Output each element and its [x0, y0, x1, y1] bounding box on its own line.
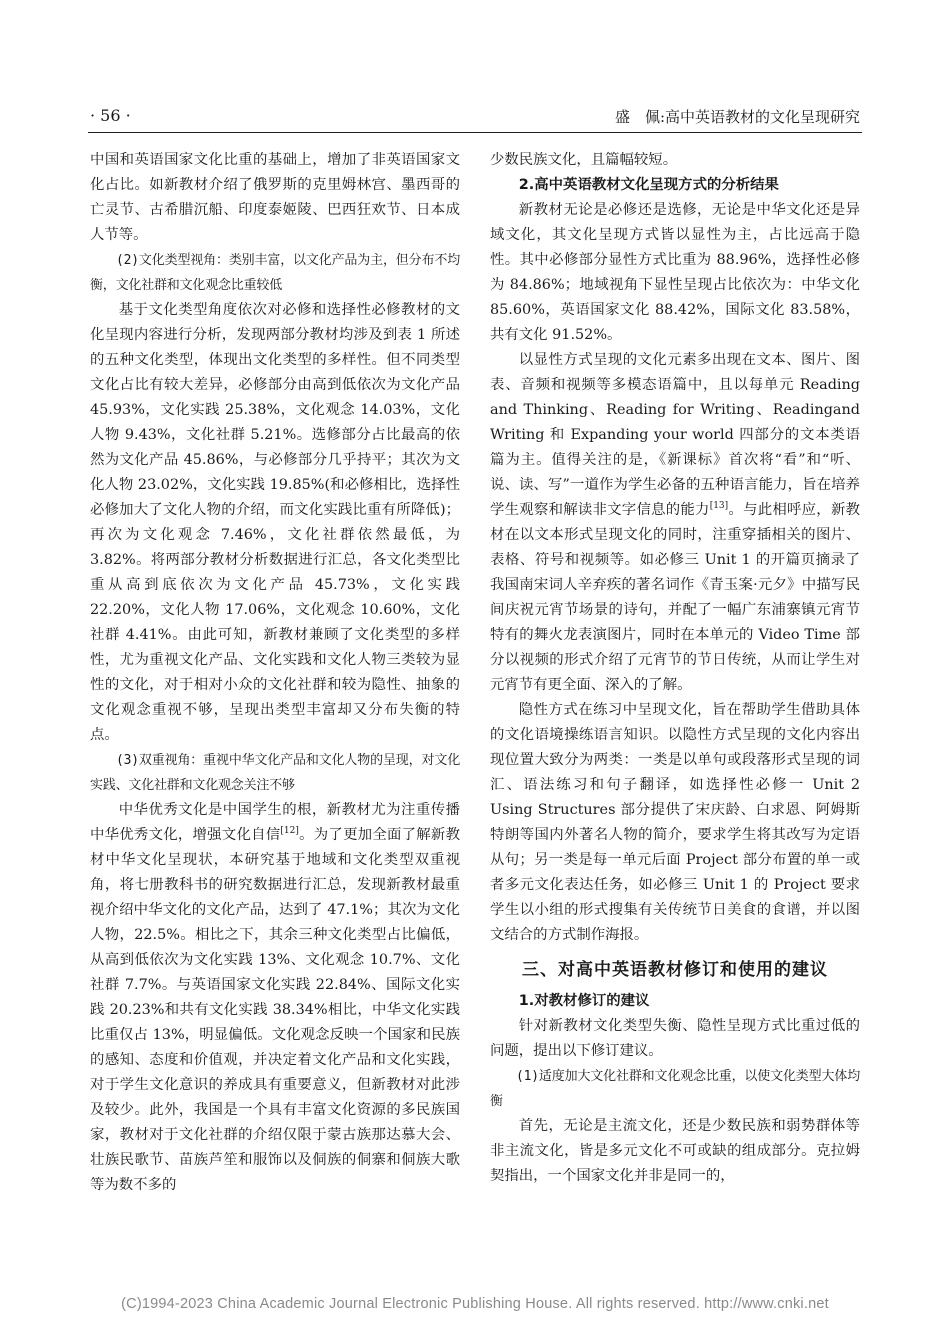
paragraph: 新教材无论是必修还是选修，无论是中华文化还是异域文化，其文化呈现方式皆以显性为主，占比远高于隐性。其中必修部分显性方式比重为 88.96%，选择性必修为 84.86%；地域视角下显性呈现占比依次为：中华文化 85.60%，英语国家文化 88.42%，国际文化 83.58%，共有文化 91.52%。 — [490, 202, 860, 343]
section-heading: 1.对教材修订的建议 — [518, 993, 650, 1009]
copyright-footer: (C)1994-2023 China Academic Journal Electronic Publishing House. All rights reserved. http://www.cnki.net — [121, 1296, 829, 1312]
paragraph: 基于文化类型角度依次对必修和选择性必修教材的文化呈现内容进行分析，发现两部分教材均涉及到表 1 所述的五种文化类型，体现出文化类型的多样性。但不同类型文化占比有较大差异，必修部分由高到低依次为文化产品 45.93%，文化实践 25.38%，文化观念 14.03%，文化人物 9.43%，文化社群 5.21%。选修部分占比最高的依然为文化产品 45.86%，与必修部分几乎持平；其次为文化人物 23.02%，文化实践 19.85%(和必修相比，选择性必修加大了文化人物的介绍，而文化实践比重有所降低)；再次为文化观念 7.46%，文化社群依然最低，为 3.82%。将两部分教材分析数据进行汇总，各文化类型比重从高到底依次为文化产品 45.73%，文化实践 22.20%，文化人物 17.06%，文化观念 10.60%，文化社群 4.41%。由此可知，新教材兼顾了文化类型的多样性，尤为重视文化产品、文化实践和文化人物三类较为显性的文化，对于相对小众的文化社群和较为隐性、抽象的文化观念重视不够，呈现出类型丰富却又分布失衡的特点。 — [90, 302, 460, 743]
subsection-heading: (2)文化类型视角：类别丰富，以文化产品为主，但分布不均衡，文化社群和文化观念比重较低 — [90, 253, 460, 293]
paragraph-text: 以显性方式呈现的文化元素多出现在文本、图片、图表、音频和视频等多模态语篇中，且以每单元 Reading and Thinking、Reading for Writing、Readingand Writing 和 Expanding your world 四部分的文本类语篇为主。值得关注的是，《新课标》首次将“看”和“听、说、读、写”一道作为学生必备的五种语言能力，旨在培养学生观察和解读非文字信息的能力 — [490, 352, 860, 518]
subsection-heading: (3)双重视角：重视中华文化产品和文化人物的呈现，对文化实践、文化社群和文化观念关注不够 — [90, 753, 460, 793]
right-column — [490, 148, 860, 1189]
running-title: 盛 佩:高中英语教材的文化呈现研究 — [614, 108, 860, 126]
citation: [13] — [709, 501, 729, 512]
paragraph: 中国和英语国家文化比重的基础上，增加了非英语国家文化占比。如新教材介绍了俄罗斯的克里姆林宫、墨西哥的亡灵节、古希腊沉船、印度泰姬陵、巴西狂欢节、日本成人节等。 — [90, 152, 460, 243]
paragraph: 针对新教材文化类型失衡、隐性呈现方式比重过低的问题，提出以下修订建议。 — [490, 1018, 860, 1059]
section-heading: 2.高中英语教材文化呈现方式的分析结果 — [518, 177, 779, 193]
paragraph-text: 。为了更加全面了解新教材中华文化呈现状，本研究基于地域和文化类型双重视角，将七册教科书的研究数据进行汇总，发现新教材最重视介绍中华文化的文化产品，达到了 47.1%；其次为文化人物，22.5%。相比之下，其余三种文化类型占比偏低，从高到低依次为文化实践 13%、文化观念 10.7%、文化社群 7.7%。与英语国家文化实践 22.84%、国际文化实践 20.23%和共有文化实践 38.34%相比，中华文化实践比重仅占 13%，明显偏低。文化观念反映一个国家和民族的感知、态度和价值观，并决定着文化产品和文化实践，对于学生文化意识的养成具有重要意义，但新教材对此涉及较少。此外，我国是一个具有丰富文化资源的多民族国家，教材对于文化社群的介绍仅限于蒙古族那达慕大会、壮族民歌节、苗族芦笙和服饰以及侗族的侗寨和侗族大歌等为数不多的 — [90, 827, 460, 1193]
paragraph-text: 中华优秀文化是中国学生的根，新教材尤为注重传播中华优秀文化，增强文化自信 — [90, 802, 460, 843]
section-title: 三、对高中英语教材修订和使用的建议 — [522, 960, 828, 980]
paragraph-text: 。与此相呼应，新教材在以文本形式呈现文化的同时，注重穿插相关的图片、表格、符号和视频等。如必修三 Unit 1 的开篇页摘录了我国南宋词人辛弃疾的著名词作《青玉案·元夕》中描写民间庆祝元宵节场景的诗句，并配了一幅广东浦寨镇元宵节特有的舞火龙表演图片，同时在本单元的 Video Time 部分以视频的形式介绍了元宵节的节日传统，从而让学生对元宵节有更全面、深入的了解。 — [490, 502, 860, 693]
left-column — [90, 148, 460, 1198]
paragraph: 隐性方式在练习中呈现文化，旨在帮助学生借助具体的文化语境操练语言知识。以隐性方式呈现的文化内容出现位置大致分为两类：一类是以单句或段落形式呈现的词汇、语法练习和句子翻译，如选择性必修一 Unit 2 Using Structures 部分提供了宋庆龄、白求恩、阿姆斯特朗等国内外著名人物的简介，要求学生将其改写为定语从句；另一类是每一单元后面 Project 部分布置的单一或者多元文化表达任务，如必修三 Unit 1 的 Project 要求学生以小组的形式搜集有关传统节日美食的食谱，并以图文结合的方式制作海报。 — [490, 702, 860, 943]
paragraph — [90, 798, 460, 1198]
page-header — [88, 98, 862, 133]
citation: [12] — [280, 826, 299, 837]
paragraph: 首先，无论是主流文化，还是少数民族和弱势群体等非主流文化，皆是多元文化不可或缺的组成部分。克拉姆契指出，一个国家文化并非是同一的， — [490, 1118, 860, 1184]
subsection-heading: (1)适度加大文化社群和文化观念比重，以使文化类型大体均衡 — [490, 1069, 860, 1109]
paragraph — [490, 348, 860, 698]
page-number: · 56 · — [90, 106, 131, 125]
paragraph: 少数民族文化，且篇幅较短。 — [490, 152, 678, 168]
